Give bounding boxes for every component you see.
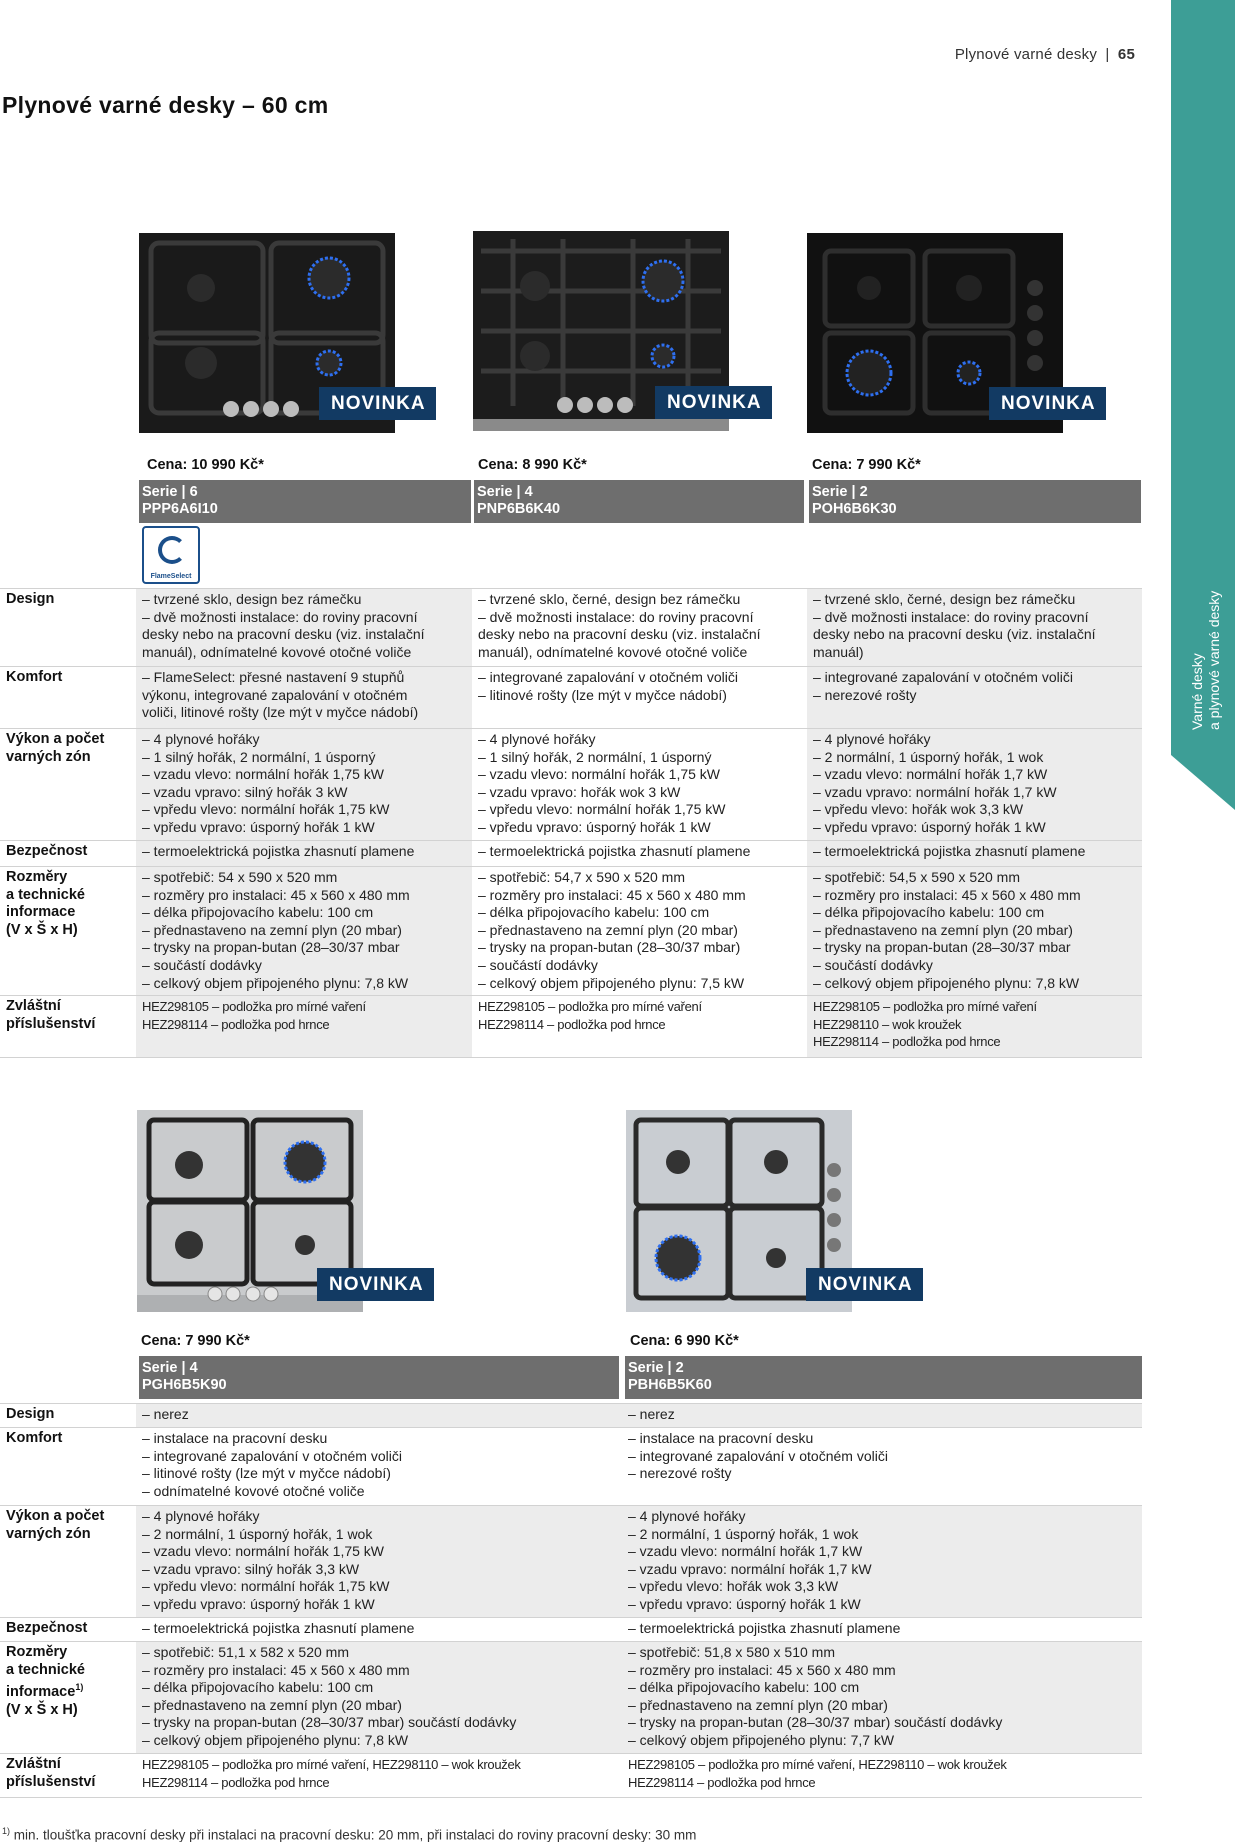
table-cell: – integrované zapalování v otočném voliči – nerezové rošty xyxy=(813,669,1073,703)
serie-bar xyxy=(139,480,471,523)
side-tab xyxy=(1171,0,1235,810)
table-row-rozmery xyxy=(0,867,1142,996)
table-row-rozmery xyxy=(0,1642,1142,1754)
table-row-vykon xyxy=(0,1506,1142,1618)
table-cell: – termoelektrická pojistka zhasnutí plamene xyxy=(142,843,415,859)
row-label: Výkon a počet varných zón xyxy=(0,1506,136,1618)
model-number: PGH6B5K90 xyxy=(142,1377,227,1393)
novinka-badge: NOVINKA xyxy=(989,387,1106,420)
price: Cena: 8 990 Kč* xyxy=(478,457,587,473)
table-cell: HEZ298105 – podložka pro mírné vaření HEZ298114 – podložka pod hrnce xyxy=(478,999,702,1032)
row-label: Komfort xyxy=(0,1428,136,1506)
flameselect-logo-text: FlameSelect xyxy=(150,573,192,580)
table-cell: – spotřebič: 51,8 x 580 x 510 mm – rozměry pro instalaci: 45 x 560 x 480 mm – délka připojovacího kabelu: 100 cm – přednastaveno na zemní plyn (20 mbar) – trysky na propan-butan (28–30/37 mbar) součástí dodávky – celkový objem připojeného plynu: 7,7 kW xyxy=(628,1644,1003,1748)
table-cell: – nerez xyxy=(628,1406,675,1422)
row-label: Bezpečnost xyxy=(0,841,136,867)
spec-table-top xyxy=(0,588,1142,1058)
running-header xyxy=(955,46,1135,63)
table-cell: – termoelektrická pojistka zhasnutí plamene xyxy=(813,843,1086,859)
table-row-bezpecnost xyxy=(0,841,1142,867)
row-label: Rozměry a technické informace xyxy=(6,869,85,921)
table-cell: – spotřebič: 54 x 590 x 520 mm – rozměry pro instalaci: 45 x 560 x 480 mm – délka připojovacího kabelu: 100 cm – přednastaveno na zemní plyn (20 mbar) – trysky na propan-butan (28–30/37 mbar – součástí dodávky – celkový objem připojeného plynu: 7,8 kW xyxy=(142,869,410,991)
table-row-vykon xyxy=(0,729,1142,841)
table-cell: – termoelektrická pojistka zhasnutí plamene xyxy=(478,843,751,859)
table-row-design xyxy=(0,1404,1142,1428)
table-cell: – FlameSelect: přesné nastavení 9 stupňů výkonu, integrované zapalování v otočném voliči, litinové rošty (lze mýt v myčce nádobí) xyxy=(142,669,419,721)
serie-bar xyxy=(139,1356,619,1399)
table-cell: HEZ298105 – podložka pro mírné vaření HEZ298114 – podložka pod hrnce xyxy=(142,999,366,1032)
table-cell: – integrované zapalování v otočném voliči – litinové rošty (lze mýt v myčce nádobí) xyxy=(478,669,738,703)
table-cell: – 4 plynové hořáky – 2 normální, 1 úsporný hořák, 1 wok – vzadu vlevo: normální hořák 1,7 kW – vzadu vpravo: normální hořák 1,7 kW – vpředu vlevo: hořák wok 3,3 kW – vpředu vpravo: úsporný hořák 1 kW xyxy=(813,731,1057,835)
serie-bar xyxy=(809,480,1141,523)
table-cell: – spotřebič: 54,5 x 590 x 520 mm – rozměry pro instalaci: 45 x 560 x 480 mm – délka připojovacího kabelu: 100 cm – přednastaveno na zemní plyn (20 mbar) – trysky na propan-butan (28–30/37 mbar – součástí dodávky – celkový objem připojeného plynu: 7,8 kW xyxy=(813,869,1081,991)
serie-bar xyxy=(625,1356,1142,1399)
row-label: Zvláštní příslušenství xyxy=(0,1754,136,1798)
table-cell: – tvrzené sklo, černé, design bez rámečku – dvě možnosti instalace: do roviny pracovní desky nebo na pracovní desku (viz. instalační manuál), odnímatelné kovové otočné voliče xyxy=(478,591,761,660)
footnote-ref: 1) xyxy=(75,1682,84,1693)
row-label-dims: (V x Š x H) xyxy=(6,921,78,938)
serie-label: Serie | 2 xyxy=(812,484,868,500)
row-label: Zvláštní příslušenství xyxy=(0,996,136,1058)
table-row-prislusenstvi xyxy=(0,996,1142,1058)
table-cell: HEZ298105 – podložka pro mírné vaření, HEZ298110 – wok kroužek HEZ298114 – podložka pod hrnce xyxy=(628,1757,1007,1790)
row-label-dims: (V x Š x H) xyxy=(6,1701,78,1718)
serie-label: Serie | 6 xyxy=(142,484,198,500)
table-cell: – spotřebič: 51,1 x 582 x 520 mm – rozměry pro instalaci: 45 x 560 x 480 mm – délka připojovacího kabelu: 100 cm – přednastaveno na zemní plyn (20 mbar) – trysky na propan-butan (28–30/37 mbar) součástí dodávky – celkový objem připojeného plynu: 7,8 kW xyxy=(142,1644,517,1748)
product-image-poh6b6k30 xyxy=(807,233,1096,433)
side-tab-line-1: Varné desky xyxy=(1189,653,1205,730)
table-row-bezpecnost xyxy=(0,1618,1142,1642)
table-cell: – termoelektrická pojistka zhasnutí plamene xyxy=(142,1620,415,1636)
model-number: PPP6A6I10 xyxy=(142,501,218,517)
price: Cena: 7 990 Kč* xyxy=(812,457,921,473)
row-label: Výkon a počet varných zón xyxy=(0,729,136,841)
product-image-pbh6b5k60 xyxy=(626,1110,913,1312)
product-image-ppp6a6i10 xyxy=(139,233,426,433)
table-cell: – termoelektrická pojistka zhasnutí plamene xyxy=(628,1620,901,1636)
side-tab-line-2: a plynové varné desky xyxy=(1206,590,1222,730)
product-image-pnp6b6k40 xyxy=(473,231,762,431)
serie-label: Serie | 2 xyxy=(628,1360,684,1376)
section-name: Plynové varné desky xyxy=(954,46,1098,63)
table-cell: – nerez xyxy=(142,1406,189,1422)
footnote-text: min. tloušťka pracovní desky při instalaci na pracovní desku: 20 mm, při instalaci do roviny pracovní desky: 30 mm xyxy=(10,1827,697,1842)
model-number: PNP6B6K40 xyxy=(477,501,561,517)
table-cell: – 4 plynové hořáky – 2 normální, 1 úsporný hořák, 1 wok – vzadu vlevo: normální hořák 1,75 kW – vzadu vpravo: silný hořák 3,3 kW – vpředu vlevo: normální hořák 1,75 kW – vpředu vpravo: úsporný hořák 1 kW xyxy=(142,1508,390,1612)
spec-table-bottom xyxy=(0,1403,1142,1798)
model-number: PBH6B5K60 xyxy=(628,1377,712,1393)
novinka-badge: NOVINKA xyxy=(319,387,436,420)
table-cell: – 4 plynové hořáky – 1 silný hořák, 2 normální, 1 úsporný – vzadu vlevo: normální hořák 1,75 kW – vzadu vpravo: hořák wok 3 kW – vpředu vlevo: normální hořák 1,75 kW – vpředu vpravo: úsporný hořák 1 kW xyxy=(478,731,726,835)
side-tab-text xyxy=(1189,591,1223,730)
table-cell: – 4 plynové hořáky – 1 silný hořák, 2 normální, 1 úsporný – vzadu vlevo: normální hořák 1,75 kW – vzadu vpravo: silný hořák 3 kW – vpředu vlevo: normální hořák 1,75 kW – vpředu vpravo: úsporný hořák 1 kW xyxy=(142,731,390,835)
price: Cena: 6 990 Kč* xyxy=(630,1333,739,1349)
table-cell: – spotřebič: 54,7 x 590 x 520 mm – rozměry pro instalaci: 45 x 560 x 480 mm – délka připojovacího kabelu: 100 cm – přednastaveno na zemní plyn (20 mbar) – trysky na propan-butan (28–30/37 mbar) – součástí dodávky – celkový objem připojeného plynu: 7,5 kW xyxy=(478,869,746,991)
table-cell: – instalace na pracovní desku – integrované zapalování v otočném voliči – litinové rošty (lze mýt v myčce nádobí) – odnímatelné kovové otočné voliče xyxy=(142,1430,402,1499)
table-row-komfort xyxy=(0,1428,1142,1506)
table-cell: – instalace na pracovní desku – integrované zapalování v otočném voliči – nerezové rošty xyxy=(628,1430,888,1482)
table-row-prislusenstvi xyxy=(0,1754,1142,1798)
row-label: Rozměry a technické informace xyxy=(6,1644,85,1701)
serie-label: Serie | 4 xyxy=(142,1360,198,1376)
row-label: Bezpečnost xyxy=(0,1618,136,1642)
product-image-pgh6b5k90 xyxy=(137,1110,424,1312)
novinka-badge: NOVINKA xyxy=(655,386,772,419)
row-label: Komfort xyxy=(0,667,136,729)
serie-bar xyxy=(474,480,804,523)
model-number: POH6B6K30 xyxy=(812,501,897,517)
table-cell: – tvrzené sklo, černé, design bez rámečku – dvě možnosti instalace: do roviny pracovní desky nebo na pracovní desku (viz. instalační manuál) xyxy=(813,591,1096,660)
price: Cena: 10 990 Kč* xyxy=(147,457,264,473)
table-cell: – 4 plynové hořáky – 2 normální, 1 úsporný hořák, 1 wok – vzadu vlevo: normální hořák 1,7 kW – vzadu vpravo: normální hořák 1,7 kW – vpředu vlevo: hořák wok 3,3 kW – vpředu vpravo: úsporný hořák 1 kW xyxy=(628,1508,872,1612)
row-label: Design xyxy=(0,1404,136,1428)
table-cell: – tvrzené sklo, design bez rámečku – dvě možnosti instalace: do roviny pracovní desky nebo na pracovní desku (viz. instalační manuál), odnímatelné kovové otočné voliče xyxy=(142,591,425,660)
page-number: 65 xyxy=(1117,46,1135,63)
flameselect-logo xyxy=(142,526,200,584)
header-separator: | xyxy=(1105,46,1110,63)
price: Cena: 7 990 Kč* xyxy=(141,1333,250,1349)
table-row-komfort xyxy=(0,667,1142,729)
table-cell: HEZ298105 – podložka pro mírné vaření, HEZ298110 – wok kroužek HEZ298114 – podložka pod hrnce xyxy=(142,1757,521,1790)
table-cell: HEZ298105 – podložka pro mírné vaření HEZ298110 – wok kroužek HEZ298114 – podložka pod hrnce xyxy=(813,999,1037,1050)
footnote xyxy=(2,1826,696,1842)
novinka-badge: NOVINKA xyxy=(317,1268,434,1301)
page-title: Plynové varné desky – 60 cm xyxy=(2,92,329,118)
serie-label: Serie | 4 xyxy=(477,484,533,500)
table-row-design xyxy=(0,589,1142,667)
row-label: Design xyxy=(0,589,136,667)
footnote-marker: 1) xyxy=(2,1826,11,1836)
novinka-badge: NOVINKA xyxy=(806,1268,923,1301)
